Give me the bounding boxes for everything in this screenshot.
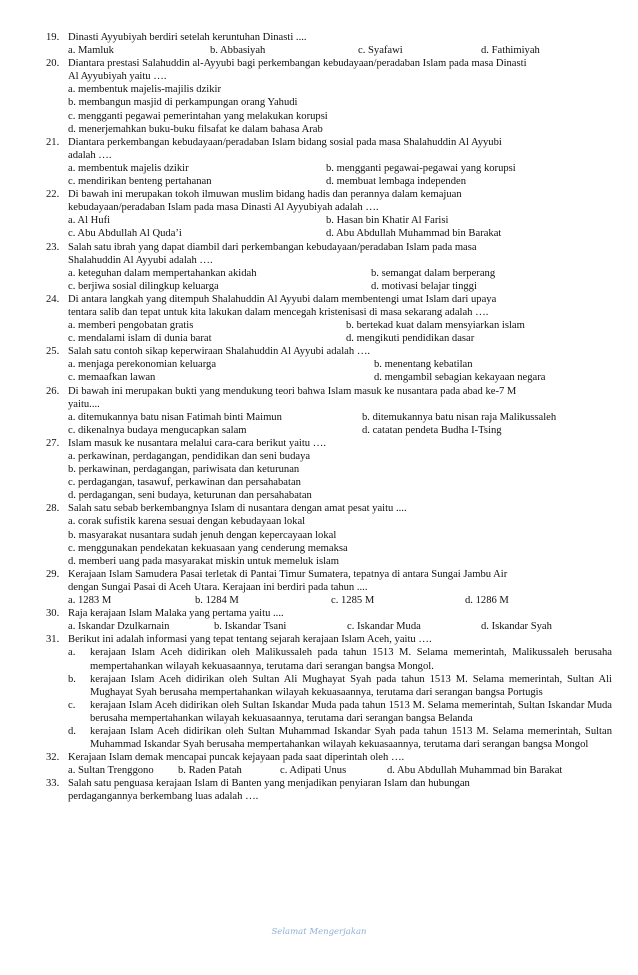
question-text-cont: yaitu.... — [68, 398, 100, 410]
option-d[interactable]: d. Abu Abdullah Muhammad bin Barakat — [326, 228, 502, 240]
option-b[interactable]: b. bertekad kuat dalam mensyiarkan islam — [346, 320, 525, 332]
option-c[interactable]: c. dikenalnya budaya mengucapkan salam — [68, 424, 247, 436]
option-a[interactable]: a. membentuk majelis dzikir — [68, 162, 189, 174]
option-c[interactable]: c. memaafkan lawan — [68, 372, 156, 384]
options-row — [68, 267, 612, 280]
question-28 — [46, 502, 612, 567]
option-c[interactable]: c. Iskandar Muda — [347, 621, 421, 633]
option-b[interactable]: b. masyarakat nusantara sudah jenuh dengan kepercayaan lokal — [68, 529, 337, 541]
option-a[interactable]: a. memberi pengobatan gratis — [68, 320, 194, 332]
question-text-cont: tentara salib dan tepat untuk kita lakukan dalam mencegah kristenisasi di masa sekarang adalah …. — [68, 306, 489, 318]
option-a[interactable]: a. Al Hufi — [68, 215, 111, 227]
question-number: 32. — [46, 752, 60, 764]
option-b[interactable]: b. 1284 M — [195, 595, 239, 607]
question-number: 26. — [46, 385, 60, 397]
option-letter: d. — [68, 725, 76, 737]
question-24 — [46, 293, 612, 345]
question-29 — [46, 568, 612, 607]
question-text-cont: adalah …. — [68, 149, 112, 161]
question-26 — [46, 385, 612, 437]
question-number: 19. — [46, 32, 60, 43]
option-c[interactable]: c. mengganti pegawai pemerintahan yang melakukan korupsi — [68, 110, 328, 122]
question-text: Salah satu sebab berkembangnya Islam di nusantara dengan amat pesat yaitu .... — [68, 503, 407, 515]
option-a[interactable]: a. Sultan Trenggono — [68, 765, 154, 777]
question-text: Salah satu ibrah yang dapat diambil dari perkembangan kebudayaan/peradaban Islam pada masa — [68, 241, 477, 253]
option-b[interactable]: b. mengganti pegawai-pegawai yang korupsi — [326, 162, 516, 174]
question-number: 23. — [46, 241, 60, 253]
question-number: 30. — [46, 608, 60, 620]
option-a[interactable] — [68, 646, 612, 672]
option-d[interactable]: d. 1286 M — [465, 595, 509, 607]
question-number: 33. — [46, 778, 60, 790]
option-b[interactable] — [68, 673, 612, 699]
options-row — [68, 332, 612, 345]
option-a[interactable]: a. 1283 M — [68, 595, 112, 607]
option-d[interactable]: d. memberi uang pada masyarakat miskin untuk memeluk islam — [68, 555, 339, 567]
option-b[interactable]: b. Raden Patah — [178, 765, 242, 777]
options-row — [68, 162, 612, 175]
question-text-cont: Shalahuddin Al Ayyubi adalah …. — [68, 254, 213, 266]
option-b[interactable]: b. perkawinan, perdagangan, pariwisata dan keturunan — [68, 464, 300, 476]
option-d[interactable]: d. mengambil sebagian kekayaan negara — [374, 372, 546, 384]
options-row — [68, 620, 612, 633]
options-row — [68, 358, 612, 371]
options-list — [68, 450, 612, 502]
option-c[interactable]: c. Abu Abdullah Al Quda’i — [68, 228, 182, 240]
option-text: kerajaan Islam Aceh didirikan oleh Sultan Iskandar Muda pada tahun 1513 M. Selama memerintah, Sultan Iskandar Muda berusaha mempertahankan wilayah kekuasaannya, terutama dari serangan bangsa Belanda — [90, 699, 612, 724]
options-row — [68, 44, 612, 57]
option-c[interactable] — [68, 699, 612, 725]
question-27 — [46, 437, 612, 502]
options-row — [68, 175, 612, 188]
option-d[interactable]: d. Abu Abdullah Muhammad bin Barakat — [387, 765, 563, 777]
question-text: Islam masuk ke nusantara melalui cara-cara berikut yaitu …. — [68, 437, 326, 449]
option-b[interactable]: b. ditemukannya batu nisan raja Malikussaleh — [362, 411, 557, 423]
question-number: 29. — [46, 568, 60, 580]
question-number: 24. — [46, 293, 60, 305]
option-d[interactable]: d. motivasi belajar tinggi — [371, 280, 477, 292]
question-number: 21. — [46, 136, 60, 148]
option-a[interactable]: a. ditemukannya batu nisan Fatimah binti Maimun — [68, 411, 282, 423]
question-22 — [46, 188, 612, 240]
question-21 — [46, 136, 612, 188]
option-d[interactable]: d. perdagangan, seni budaya, keturunan dan persahabatan — [68, 490, 312, 502]
options-row — [68, 411, 612, 424]
option-letter: b. — [68, 673, 76, 685]
question-text: Kerajaan Islam demak mencapai puncak kejayaan pada saat diperintah oleh …. — [68, 752, 405, 764]
option-a[interactable]: a. perkawinan, perdagangan, pendidikan dan seni budaya — [68, 451, 311, 462]
option-c[interactable]: c. 1285 M — [331, 595, 375, 607]
question-text: Berikut ini adalah informasi yang tepat tentang sejarah kerajaan Islam Aceh, yaitu …. — [68, 634, 432, 646]
option-a[interactable]: a. corak sufistik karena sesuai dengan kebudayaan lokal — [68, 516, 306, 528]
option-d[interactable]: d. Iskandar Syah — [481, 621, 552, 633]
question-32 — [46, 751, 612, 777]
option-d[interactable]: d. menerjemahkan buku-buku filsafat ke dalam bahasa Arab — [68, 123, 323, 135]
option-c[interactable]: c. berjiwa sosial dilingkup keluarga — [68, 280, 219, 292]
options-row — [68, 371, 612, 384]
option-letter: a. — [68, 647, 76, 659]
options-row — [68, 319, 612, 332]
options-row — [68, 280, 612, 293]
footer-greeting: Selamat Mengerjakan — [271, 927, 367, 937]
question-text: Diantara prestasi Salahuddin al-Ayyubi bagi perkembangan kebudayaan/peradaban Islam pada masa Dinasti — [68, 58, 527, 70]
question-text: Diantara perkembangan kebudayaan/peradaban Islam bidang sosial pada masa Shalahuddin Al Ayyubi — [68, 136, 502, 148]
option-a[interactable]: a. menjaga perekonomian keluarga — [68, 359, 217, 371]
option-b[interactable]: b. Abbasiyah — [210, 45, 266, 57]
options-row — [68, 594, 612, 607]
document-body — [46, 31, 612, 804]
option-b[interactable]: b. Iskandar Tsani — [214, 621, 287, 633]
question-text: Di antara langkah yang ditempuh Shalahuddin Al Ayyubi dalam membentengi umat Islam dari upaya — [68, 293, 497, 305]
question-text: Di bawah ini merupakan tokoh ilmuwan muslim bidang hadis dan perannya dalam kemajuan — [68, 189, 462, 201]
option-b[interactable]: b. membangun masjid di perkampungan orang Yahudi — [68, 97, 298, 109]
question-23 — [46, 241, 612, 293]
question-text-cont: dengan Sungai Pasai di Aceh Utara. Kerajaan ini berdiri pada tahun .... — [68, 581, 368, 593]
question-text: Dinasti Ayyubiyah berdiri setelah keruntuhan Dinasti .... — [68, 32, 307, 43]
question-25 — [46, 345, 612, 384]
option-c[interactable]: c. menggunakan pendekatan kekuasaan yang cenderung memaksa — [68, 542, 348, 554]
question-text: Salah satu contoh sikap keperwiraan Shalahuddin Al Ayyubi adalah …. — [68, 346, 371, 358]
option-text: kerajaan Islam Aceh didirikan oleh Sultan Muhammad Iskandar Syah pada tahun 1513 M. Selama memerintah, Sultan Muhammad Iskandar Syah berusaha mempertahankan wilayah kekuasaannya, terutama dari serangan bangsa Mongol — [90, 725, 612, 751]
question-number: 25. — [46, 346, 60, 358]
options-row — [68, 227, 612, 240]
question-number: 20. — [46, 58, 60, 70]
option-b[interactable]: b. semangat dalam berperang — [371, 267, 496, 279]
question-text-cont: perdagangannya berkembang luas adalah …. — [68, 791, 259, 803]
question-text: Raja kerajaan Islam Malaka yang pertama yaitu .... — [68, 608, 284, 620]
option-d[interactable]: d. catatan pendeta Budha I-Tsing — [362, 424, 502, 436]
option-c[interactable]: c. Syafawi — [358, 45, 403, 57]
question-number: 22. — [46, 189, 60, 201]
question-text: Kerajaan Islam Samudera Pasai terletak di Pantai Timur Sumatera, tepatnya di antara Sungai Jambu Air — [68, 568, 508, 580]
option-d[interactable]: d. membuat lembaga independen — [326, 176, 467, 188]
question-30 — [46, 607, 612, 633]
options-list — [68, 83, 612, 135]
option-d[interactable]: d. mengikuti pendidikan dasar — [346, 333, 475, 345]
question-text: Di bawah ini merupakan bukti yang mendukung teori bahwa Islam masuk ke nusantara pada abad ke-7 M — [68, 385, 517, 397]
option-b[interactable]: b. menentang kebatilan — [374, 359, 473, 371]
options-list — [68, 515, 612, 567]
question-19 — [46, 31, 612, 57]
question-text: Salah satu penguasa kerajaan Islam di Banten yang menjadikan penyiaran Islam dan hubungan — [68, 778, 470, 790]
question-33 — [46, 777, 612, 803]
options-row — [68, 214, 612, 227]
question-31 — [46, 633, 612, 751]
option-letter: c. — [68, 699, 76, 711]
option-a[interactable]: a. Mamluk — [68, 45, 114, 57]
question-text-cont: Al Ayyubiyah yaitu …. — [68, 71, 167, 83]
question-number: 31. — [46, 634, 60, 646]
option-a[interactable]: a. membentuk majelis-majilis dzikir — [68, 84, 221, 96]
options-row — [68, 424, 612, 437]
question-number: 27. — [46, 437, 60, 449]
option-b[interactable]: b. Hasan bin Khatir Al Farisi — [326, 215, 449, 227]
option-d[interactable]: d. Fathimiyah — [481, 45, 540, 57]
option-a[interactable]: a. Iskandar Dzulkarnain — [68, 621, 170, 633]
option-text: kerajaan Islam Aceh didirikan oleh Sultan Ali Mughayat Syah pada tahun 1513 M. Selama memerintah, Sultan Ali Mughayat Syah berusaha mempertahankan wilayah kekuasaannya, terutama dari serangan bangsa Portugis — [90, 673, 612, 698]
question-number: 28. — [46, 503, 60, 515]
option-a[interactable]: a. keteguhan dalam mempertahankan akidah — [68, 267, 257, 279]
option-c[interactable]: c. mendalami islam di dunia barat — [68, 333, 212, 345]
option-c[interactable]: c. perdagangan, tasawuf, perkawinan dan persahabatan — [68, 477, 301, 489]
question-20 — [46, 57, 612, 136]
option-d[interactable] — [68, 725, 612, 751]
option-c[interactable]: c. mendirikan benteng pertahanan — [68, 176, 212, 188]
option-text: kerajaan Islam Aceh didirikan oleh Malikussaleh pada tahun 1513 M. Selama memerintah, Malikussaleh berusaha mempertahankan wilayah kekuasaannya, terutama dari serangan bangsa Mongol. — [90, 647, 612, 672]
options-row — [68, 764, 612, 777]
option-c[interactable]: c. Adipati Unus — [280, 765, 347, 777]
question-text-cont: kebudayaan/peradaban Islam pada masa Dinasti Al Ayyubiyah adalah …. — [68, 202, 379, 214]
